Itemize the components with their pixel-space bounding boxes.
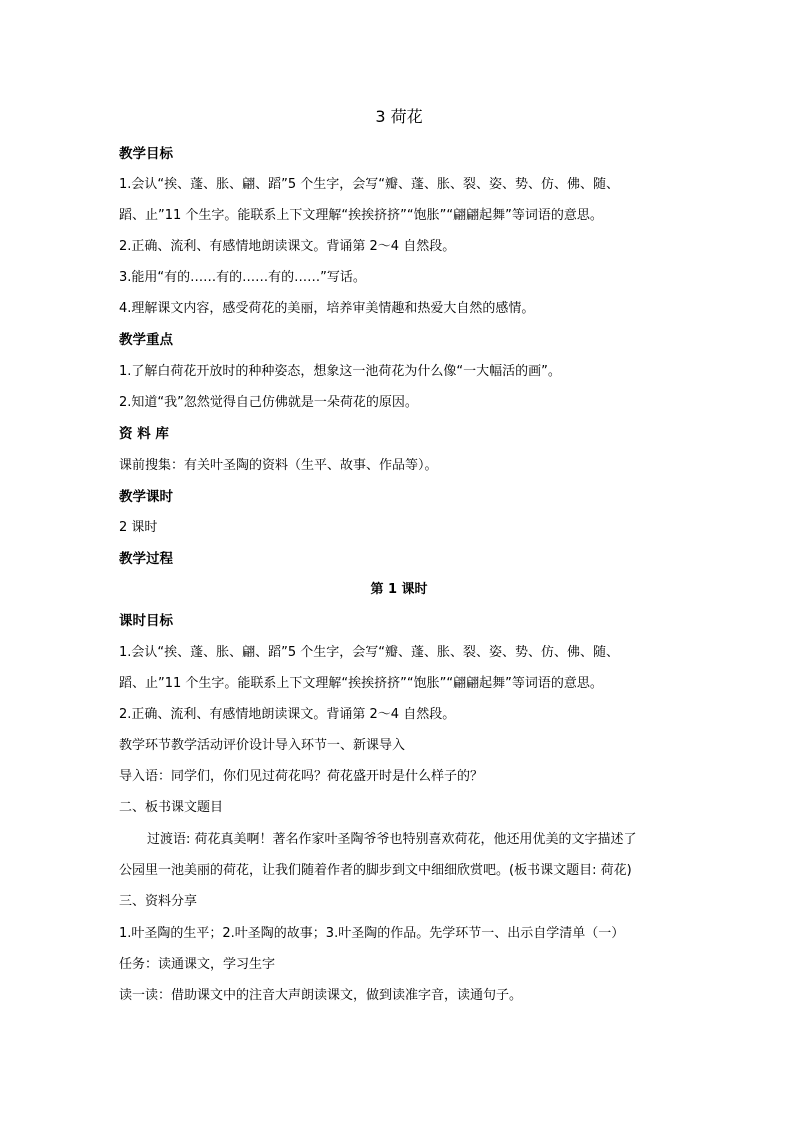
task-line: 任务：读通课文，学习生字	[119, 957, 276, 972]
resources-text: 课前搜集：有关叶圣陶的资料（生平、故事、作品等）。	[119, 458, 438, 473]
transition-line-2: 公园里一池美丽的荷花，让我们随着作者的脚步到文中细细欣赏吧。(板书课文题目: 荷花)	[119, 863, 632, 878]
goal-2: 2.正确、流利、有感情地朗读课文。背诵第 2～4 自然段。	[119, 239, 456, 254]
share-line: 1.叶圣陶的生平；2.叶圣陶的故事；3.叶圣陶的作品。先学环节一、出示自学清单（一）	[119, 926, 625, 941]
lesson-goal-2: 2.正确、流利、有感情地朗读课文。背诵第 2～4 自然段。	[119, 707, 456, 722]
step-line: 教学环节教学活动评价设计导入环节一、新课导入	[119, 738, 406, 753]
page-title: 3 荷花	[375, 107, 423, 126]
lesson-goal-1-line-1: 1.会认“挨、蓬、胀、翩、蹈”5 个生字，会写“瓣、蓬、胀、裂、姿、势、仿、佛、随、	[119, 645, 620, 660]
transition-line-1: 过渡语: 荷花真美啊！著名作家叶圣陶爷爷也特别喜欢荷花，他还用优美的文字描述了	[147, 832, 637, 847]
step-3: 三、资料分享	[119, 894, 198, 909]
read-line: 读一读：借助课文中的注音大声朗读课文，做到读准字音，读通句子。	[119, 988, 523, 1003]
goals-heading: 教学目标	[119, 146, 173, 162]
lesson-1-heading: 第 1 课时	[370, 582, 428, 597]
process-heading: 教学过程	[119, 551, 173, 567]
hours-text: 2 课时	[119, 520, 158, 535]
goal-1-line-1: 1.会认“挨、蓬、胀、翩、蹈”5 个生字，会写“瓣、蓬、胀、裂、姿、势、仿、佛、随、	[119, 177, 620, 192]
key-point-1: 1.了解白荷花开放时的种种姿态，想象这一池荷花为什么像“一大幅活的画”。	[119, 364, 561, 379]
hours-heading: 教学课时	[119, 489, 173, 505]
intro-line: 导入语：同学们，你们见过荷花吗？荷花盛开时是什么样子的？	[119, 769, 484, 784]
key-point-2: 2.知道“我”忽然觉得自己仿佛就是一朵荷花的原因。	[119, 395, 418, 410]
resources-heading: 资 料 库	[119, 426, 169, 442]
lesson-goals-heading: 课时目标	[119, 613, 173, 629]
step-2: 二、板书课文题目	[119, 800, 224, 815]
lesson-goal-1-line-2: 蹈、止”11 个生字。能联系上下文理解“挨挨挤挤”“饱胀”“翩翩起舞”等词语的意思。	[119, 676, 603, 691]
goal-4: 4.理解课文内容，感受荷花的美丽，培养审美情趣和热爱大自然的感情。	[119, 301, 535, 316]
goal-1-line-2: 蹈、止”11 个生字。能联系上下文理解“挨挨挤挤”“饱胀”“翩翩起舞”等词语的意思。	[119, 208, 603, 223]
goal-3: 3.能用“有的……有的……有的……”写话。	[119, 270, 366, 285]
key-points-heading: 教学重点	[119, 332, 173, 348]
